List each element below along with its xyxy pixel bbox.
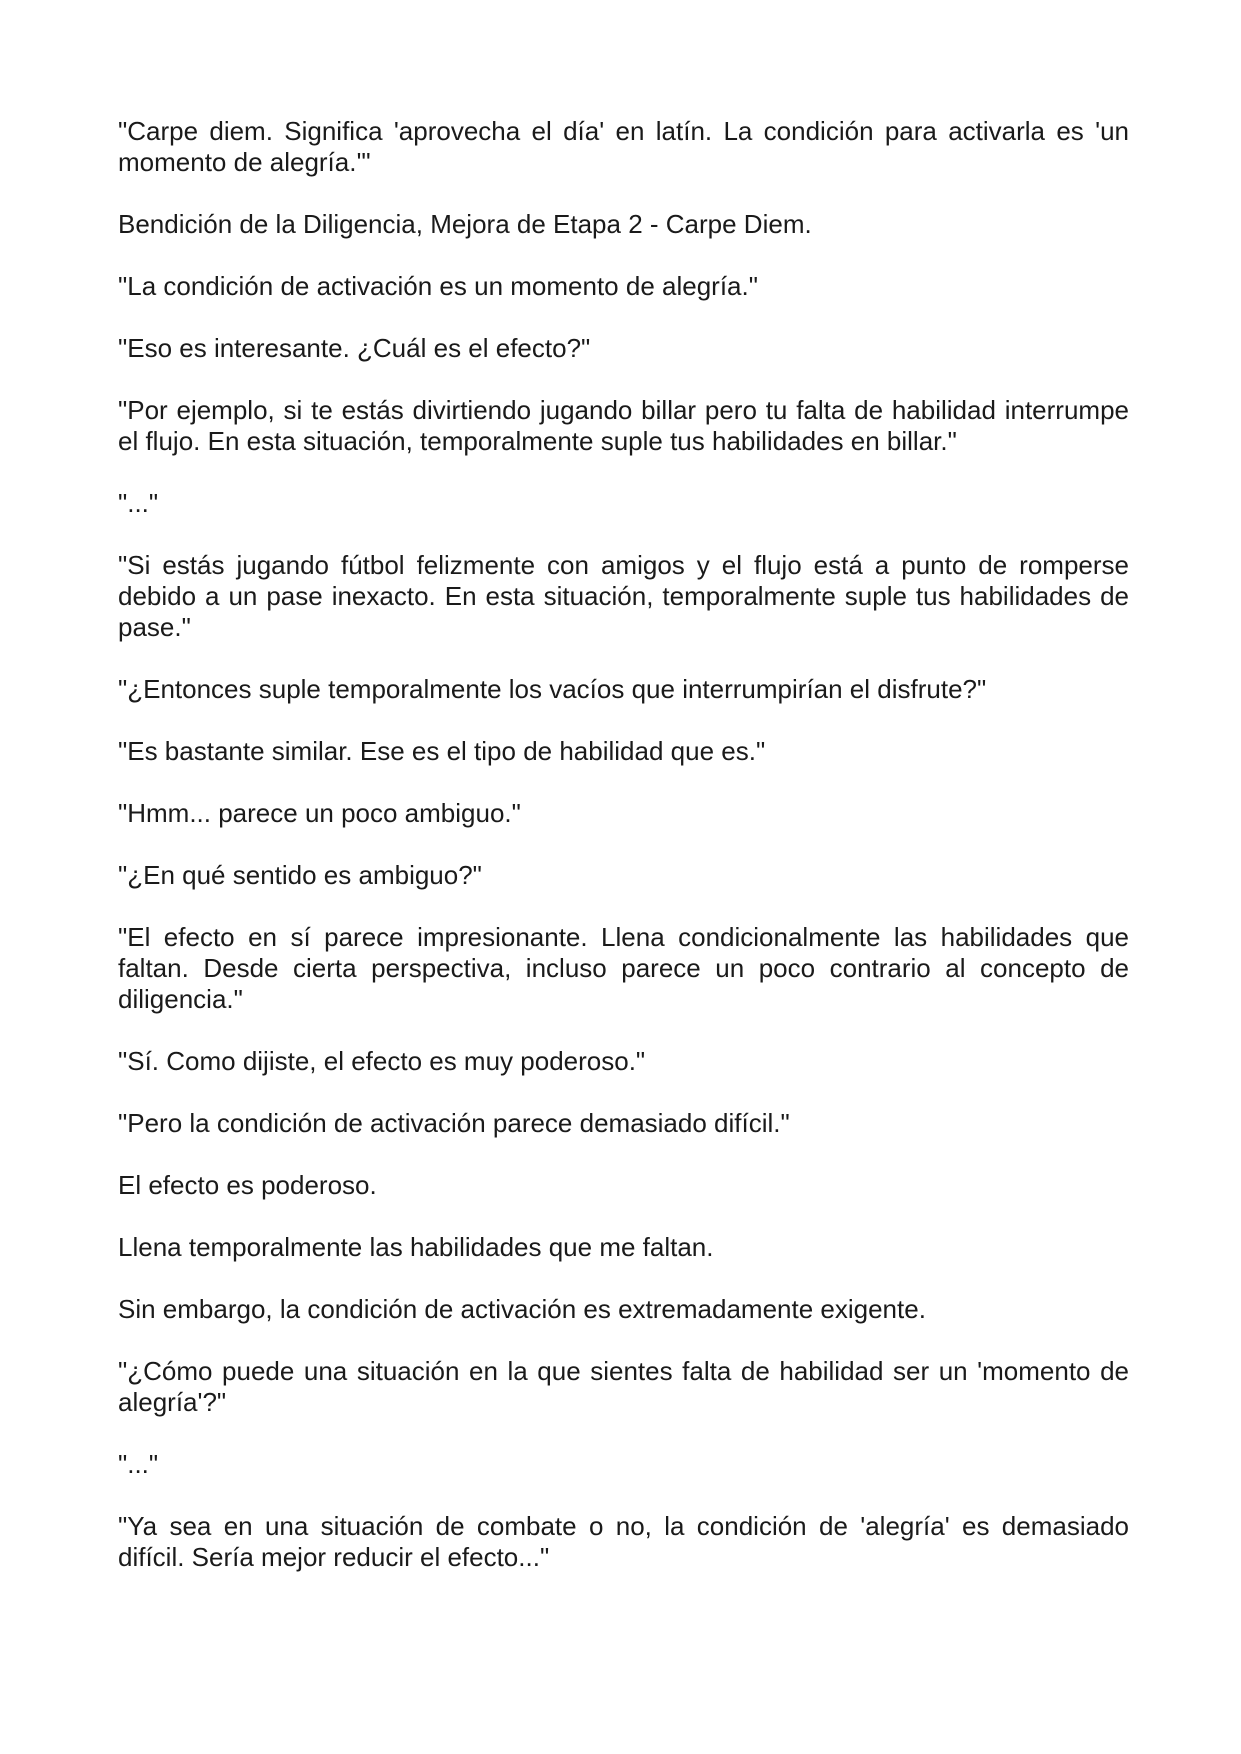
paragraph: Llena temporalmente las habilidades que me faltan. — [118, 1232, 714, 1262]
paragraph: El efecto es poderoso. — [118, 1170, 377, 1200]
paragraph: "Por ejemplo, si te estás divirtiendo jugando billar pero tu falta de habilidad interrumpe el flujo. En esta situación, temporalmente suple tus habilidades en billar." — [118, 395, 1129, 456]
paragraph: "..." — [118, 488, 159, 518]
paragraph: "El efecto en sí parece impresionante. Llena condicionalmente las habilidades que faltan. Desde cierta perspectiva, incluso parece un poco contrario al concepto de diligencia." — [118, 922, 1129, 1014]
paragraph: "¿Entonces suple temporalmente los vacíos que interrumpirían el disfrute?" — [118, 674, 987, 704]
paragraph: "Pero la condición de activación parece demasiado difícil." — [118, 1108, 790, 1138]
paragraph: "Ya sea en una situación de combate o no, la condición de 'alegría' es demasiado difícil. Sería mejor reducir el efecto..." — [118, 1511, 1129, 1572]
paragraph: "..." — [118, 1449, 159, 1479]
paragraph: "Si estás jugando fútbol felizmente con amigos y el flujo está a punto de romperse debido a un pase inexacto. En esta situación, temporalmente suple tus habilidades de pase." — [118, 550, 1129, 642]
paragraph: Sin embargo, la condición de activación es extremadamente exigente. — [118, 1294, 926, 1324]
paragraph: "¿Cómo puede una situación en la que sientes falta de habilidad ser un 'momento de alegría'?" — [118, 1356, 1129, 1417]
paragraph: "La condición de activación es un momento de alegría." — [118, 271, 758, 301]
paragraph: "Eso es interesante. ¿Cuál es el efecto?" — [118, 333, 591, 363]
paragraph: "¿En qué sentido es ambiguo?" — [118, 860, 482, 890]
paragraph: "Es bastante similar. Ese es el tipo de habilidad que es." — [118, 736, 766, 766]
paragraph: "Sí. Como dijiste, el efecto es muy poderoso." — [118, 1046, 646, 1076]
paragraph: Bendición de la Diligencia, Mejora de Etapa 2 - Carpe Diem. — [118, 209, 812, 239]
paragraph: "Hmm... parece un poco ambiguo." — [118, 798, 521, 828]
paragraph: "Carpe diem. Significa 'aprovecha el día' en latín. La condición para activarla es 'un momento de alegría.'" — [118, 116, 1129, 177]
